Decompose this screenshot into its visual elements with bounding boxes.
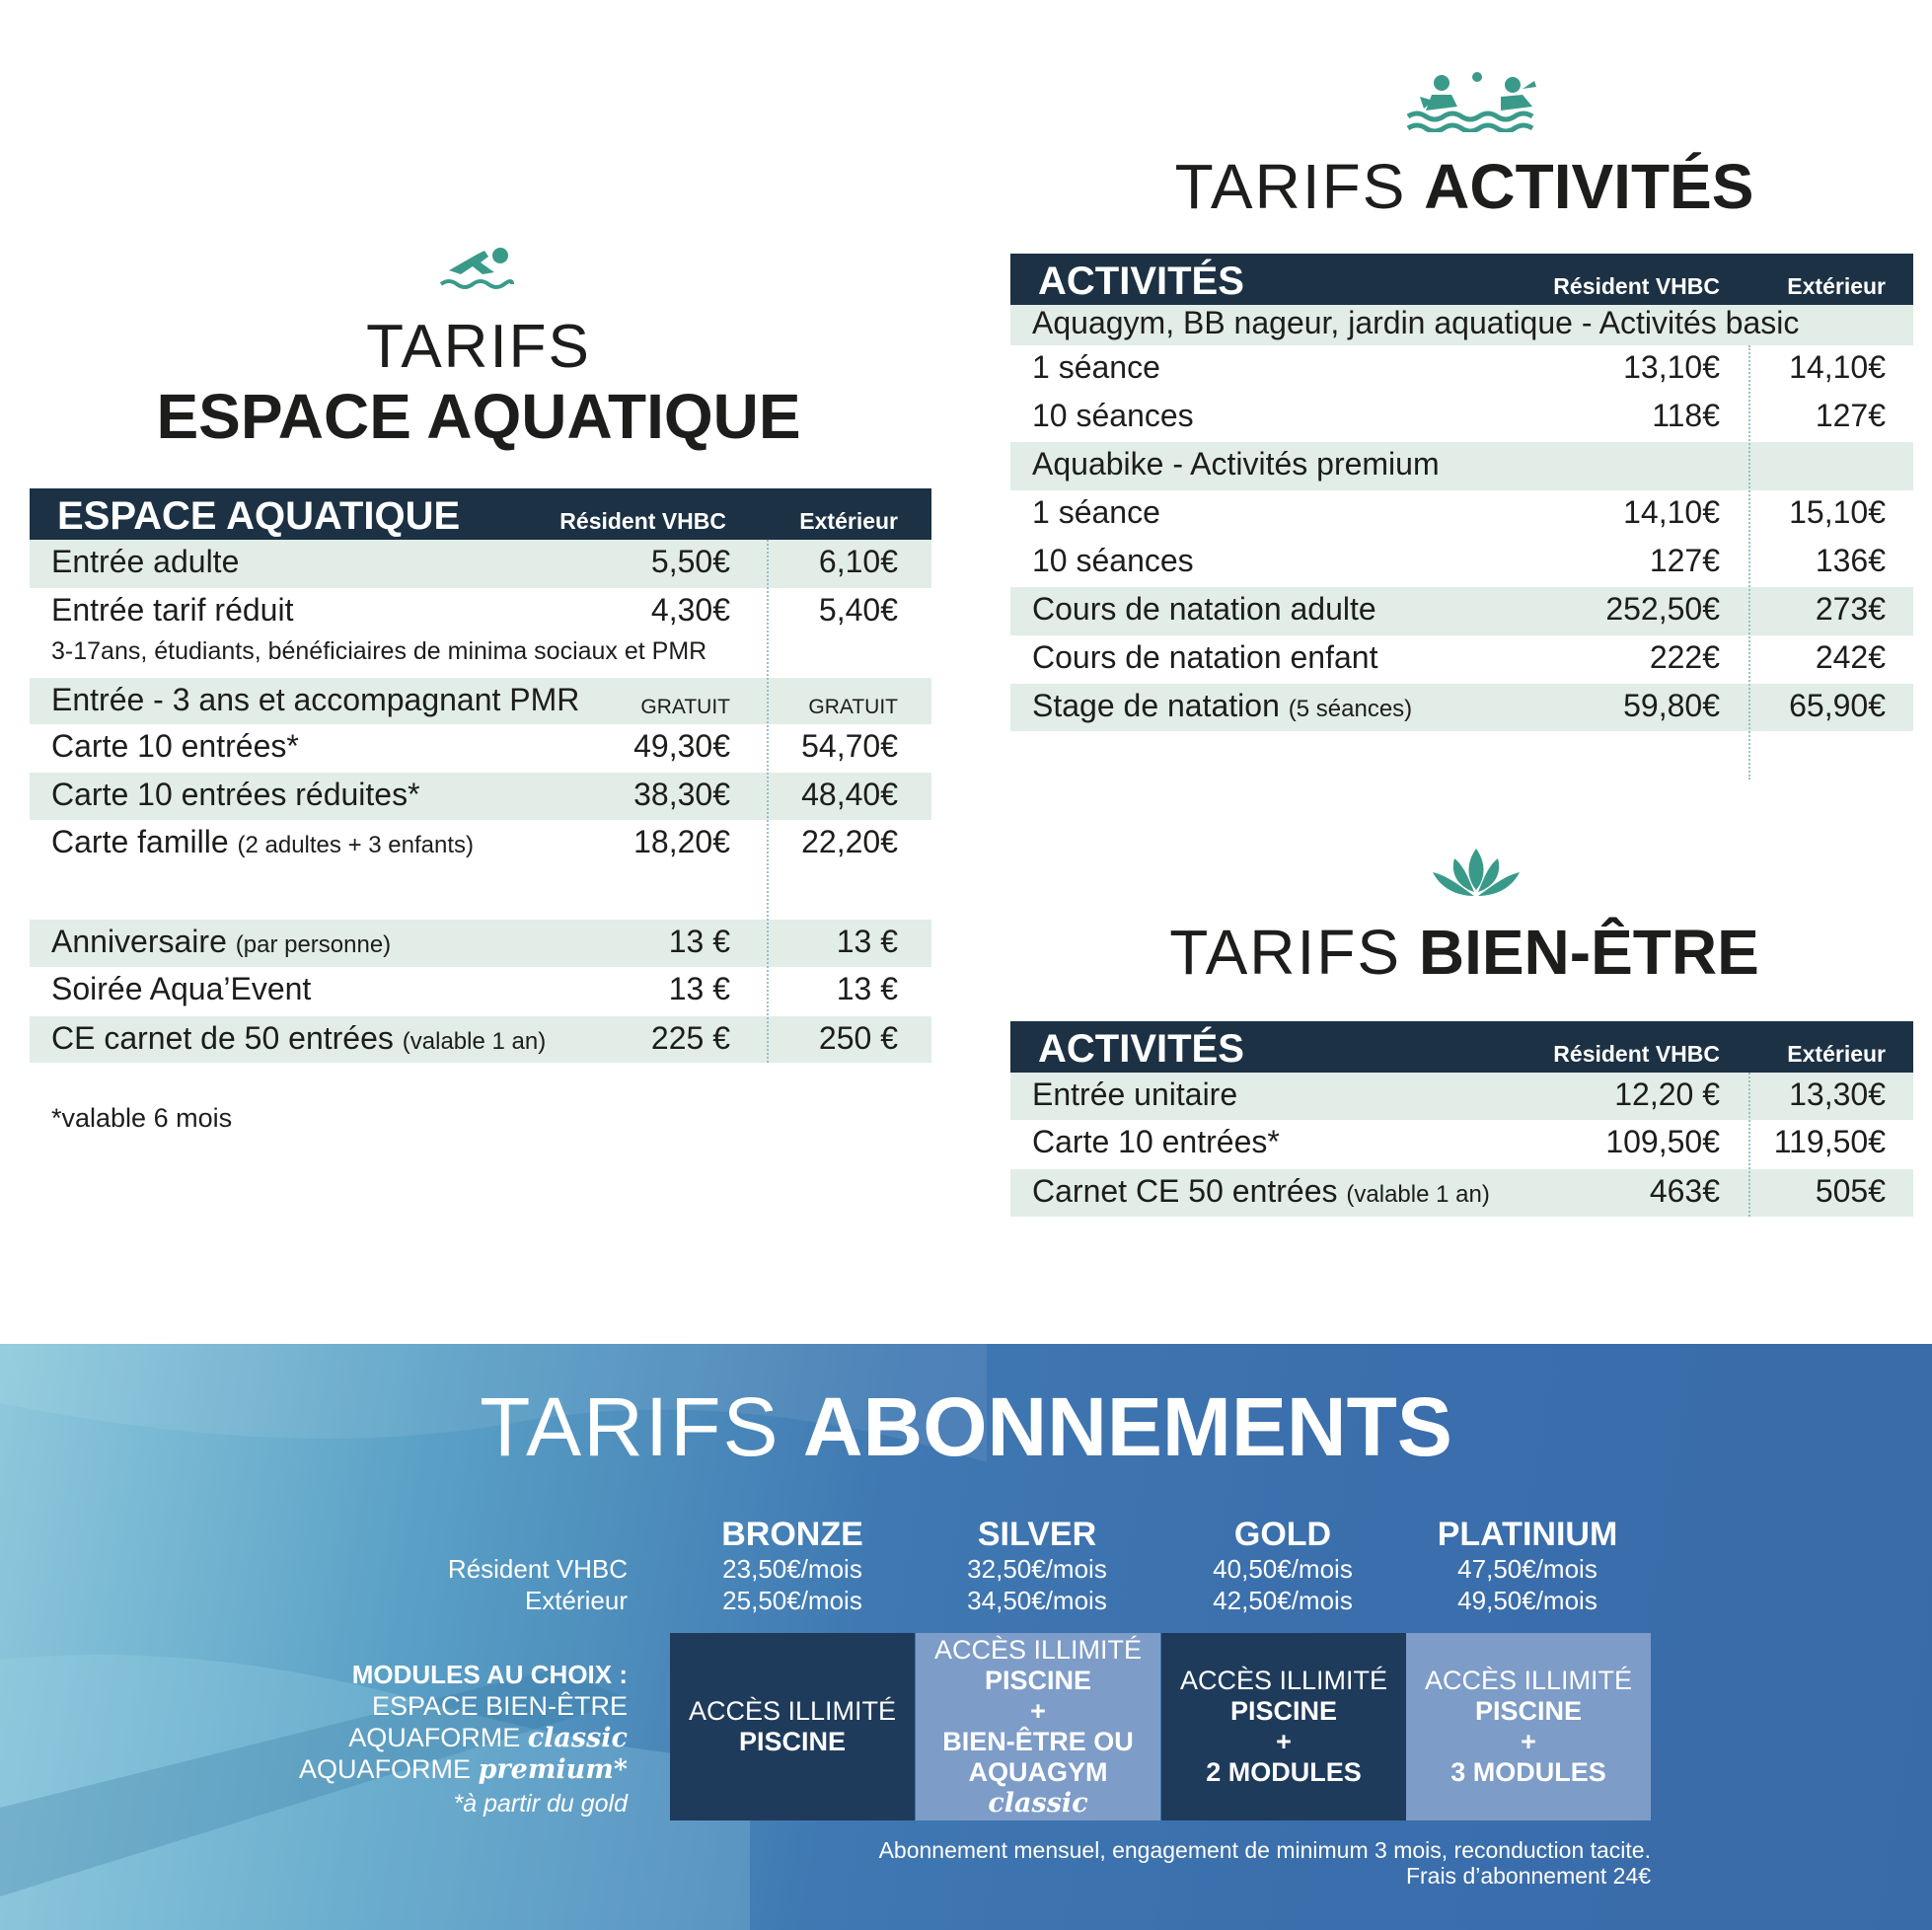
box-platinium: ACCÈS ILLIMITÉ PISCINE + 3 MODULES xyxy=(1406,1633,1651,1820)
title-thin: TARIFS xyxy=(1174,151,1407,222)
box-bronze: ACCÈS ILLIMITÉ PISCINE xyxy=(670,1633,915,1820)
abonnements-footer-1: Abonnement mensuel, engagement de minimum 3 mois, reconduction tacite. xyxy=(878,1837,1651,1863)
plan-silver-exterieur: 34,50€/mois xyxy=(967,1586,1107,1615)
modules-line-1: ESPACE BIEN-ÊTRE xyxy=(371,1691,628,1721)
row-exterieur: 250 € xyxy=(818,1020,898,1056)
title-thin: TARIFS xyxy=(1169,917,1402,988)
column-divider xyxy=(1748,1073,1750,1217)
table-row xyxy=(1010,442,1913,490)
header-col-exterieur: Extérieur xyxy=(1787,273,1886,299)
table-header xyxy=(1010,254,1913,305)
row-exterieur: GRATUIT xyxy=(808,696,898,718)
activites-table xyxy=(1010,254,1913,731)
row-resident: 109,50€ xyxy=(1605,1124,1720,1159)
row-exterieur: 15,10€ xyxy=(1789,494,1886,530)
header-col-resident: Résident VHBC xyxy=(1553,273,1720,299)
label-exterieur: Extérieur xyxy=(524,1586,628,1615)
row-resident: 49,30€ xyxy=(633,728,730,764)
label-resident: Résident VHBC xyxy=(447,1554,628,1584)
aquatique-table xyxy=(30,488,931,1063)
column-divider xyxy=(767,540,769,1063)
row-resident: 59,80€ xyxy=(1623,688,1720,723)
table-row xyxy=(1010,305,1913,345)
table-row xyxy=(1010,1120,1913,1169)
table-row xyxy=(1010,539,1913,587)
row-resident: 127€ xyxy=(1649,543,1720,578)
row-label: Entrée adulte xyxy=(51,544,240,579)
table-row xyxy=(1010,345,1913,394)
row-label: 10 séances xyxy=(1032,398,1194,433)
row-resident: 118€ xyxy=(1652,398,1720,433)
row-resident: 225 € xyxy=(650,1020,730,1056)
row-exterieur: 127€ xyxy=(1815,398,1886,433)
row-resident: 12,20 € xyxy=(1614,1076,1720,1112)
modules-note: *à partir du gold xyxy=(453,1790,628,1818)
activites-title xyxy=(1010,150,1918,223)
aquatique-footnote: *valable 6 mois xyxy=(51,1103,233,1133)
row-exterieur: 13 € xyxy=(836,971,898,1006)
row-exterieur: 54,70€ xyxy=(801,728,898,764)
table-row xyxy=(30,678,931,724)
plan-platinium-name: PLATINIUM xyxy=(1437,1516,1618,1553)
table-row xyxy=(1010,1169,1913,1217)
header-title: ESPACE AQUATIQUE xyxy=(57,494,461,538)
row-exterieur: 5,40€ xyxy=(818,592,898,628)
row-label: 1 séance xyxy=(1032,494,1160,530)
row-label: Anniversaire (par personne) xyxy=(51,924,392,959)
row-exterieur: 6,10€ xyxy=(818,544,898,579)
row-resident: 13 € xyxy=(668,924,730,959)
table-row xyxy=(1010,394,1913,442)
row-exterieur: 22,20€ xyxy=(801,824,898,859)
title-bold: ACTIVITÉS xyxy=(1424,151,1754,222)
row-label: 1 séance xyxy=(1032,349,1160,385)
box-silver: ACCÈS ILLIMITÉ PISCINE + BIEN-ÊTRE OU AQUAGYM classic xyxy=(916,1633,1160,1820)
table-row xyxy=(1010,490,1913,539)
header-col-exterieur: Extérieur xyxy=(1787,1041,1886,1067)
modules-line-2: AQUAFORME classic xyxy=(348,1723,628,1753)
row-label: Aquabike - Activités premium xyxy=(1032,446,1440,482)
row-resident: 5,50€ xyxy=(650,544,730,579)
row-exterieur: 136€ xyxy=(1815,543,1886,578)
row-label: 10 séances xyxy=(1032,543,1194,578)
row-label: Entrée unitaire xyxy=(1032,1076,1238,1112)
row-resident: 13,10€ xyxy=(1623,349,1720,385)
table-row xyxy=(30,773,931,820)
table-row xyxy=(1010,635,1913,684)
table-row xyxy=(30,724,931,773)
row-label: Carnet CE 50 entrées (valable 1 an) xyxy=(1032,1173,1490,1209)
title-bold: ABONNEMENTS xyxy=(802,1380,1452,1473)
modules-line-3: AQUAFORME premium* xyxy=(299,1754,628,1785)
row-label: CE carnet de 50 entrées (valable 1 an) xyxy=(51,1020,547,1056)
bienetre-title xyxy=(1010,916,1918,989)
header-col-resident: Résident VHBC xyxy=(1553,1041,1720,1067)
row-exterieur: 119,50€ xyxy=(1773,1124,1886,1159)
table-row xyxy=(30,1016,931,1063)
plan-bronze-resident: 23,50€/mois xyxy=(722,1554,862,1584)
table-header xyxy=(30,488,931,540)
table-row xyxy=(1010,1073,1913,1120)
table-row xyxy=(30,920,931,967)
row-resident: 14,10€ xyxy=(1623,494,1720,530)
row-label: Carte 10 entrées réduites* xyxy=(51,777,420,812)
aquatique-title-bold: ESPACE AQUATIQUE xyxy=(156,381,801,452)
swimmer-icon xyxy=(439,241,514,292)
plan-bronze-exterieur: 25,50€/mois xyxy=(722,1586,862,1615)
row-resident: 222€ xyxy=(1649,639,1720,675)
row-exterieur: 505€ xyxy=(1815,1173,1886,1209)
plan-silver-resident: 32,50€/mois xyxy=(967,1554,1107,1584)
plan-platinium-exterieur: 49,50€/mois xyxy=(1457,1586,1598,1615)
header-col-exterieur: Extérieur xyxy=(799,508,898,534)
table-header xyxy=(1010,1021,1913,1073)
box-gold: ACCÈS ILLIMITÉ PISCINE + 2 MODULES xyxy=(1161,1633,1406,1820)
row-label: Entrée tarif réduit xyxy=(51,592,294,628)
plan-gold-exterieur: 42,50€/mois xyxy=(1213,1586,1353,1615)
table-row xyxy=(1010,587,1913,635)
row-label: Cours de natation adulte xyxy=(1032,591,1376,627)
title-bold: BIEN-ÊTRE xyxy=(1418,917,1759,988)
plan-platinium-resident: 47,50€/mois xyxy=(1457,1554,1598,1584)
row-exterieur: 65,90€ xyxy=(1789,688,1886,723)
modules-heading: MODULES AU CHOIX : xyxy=(351,1660,628,1689)
row-label: Stage de natation (5 séances) xyxy=(1032,688,1413,723)
row-note: 3-17ans, étudiants, bénéficiaires de minima sociaux et PMR xyxy=(51,637,707,665)
water-play-icon xyxy=(1406,71,1546,132)
row-label: Carte famille (2 adultes + 3 enfants) xyxy=(51,824,474,859)
plan-bronze-name: BRONZE xyxy=(721,1516,863,1553)
table-row xyxy=(30,967,931,1016)
table-row xyxy=(30,820,931,920)
aquatique-title-thin: TARIFS xyxy=(366,313,591,381)
header-col-resident: Résident VHBC xyxy=(559,508,726,534)
row-exterieur: 48,40€ xyxy=(801,777,898,812)
table-row xyxy=(1010,684,1913,731)
header-title: ACTIVITÉS xyxy=(1038,1027,1244,1071)
row-resident: 4,30€ xyxy=(650,592,730,628)
row-label: Soirée Aqua’Event xyxy=(51,971,312,1006)
row-resident: 252,50€ xyxy=(1605,591,1720,627)
row-exterieur: 13,30€ xyxy=(1789,1076,1886,1112)
table-row xyxy=(30,588,931,678)
row-resident: GRATUIT xyxy=(640,696,730,718)
plan-gold-name: GOLD xyxy=(1233,1516,1332,1553)
row-exterieur: 13 € xyxy=(836,924,898,959)
row-resident: 38,30€ xyxy=(633,777,730,812)
table-row xyxy=(30,540,931,588)
abonnements-section xyxy=(0,1344,1932,1930)
row-exterieur: 273€ xyxy=(1815,591,1886,627)
abonnements-title xyxy=(0,1379,1932,1475)
row-label: Entrée - 3 ans et accompagnant PMR xyxy=(51,682,580,717)
row-exterieur: 14,10€ xyxy=(1789,349,1886,385)
header-title: ACTIVITÉS xyxy=(1038,260,1244,303)
abonnements-footer-2: Frais d’abonnement 24€ xyxy=(1405,1863,1651,1889)
row-label: Aquagym, BB nageur, jardin aquatique - Activités basic xyxy=(1032,305,1800,340)
column-divider xyxy=(1748,345,1750,779)
title-thin: TARIFS xyxy=(480,1380,780,1473)
row-resident: 13 € xyxy=(668,971,730,1006)
lotus-icon xyxy=(1427,845,1525,904)
row-resident: 18,20€ xyxy=(633,824,730,859)
row-label: Carte 10 entrées* xyxy=(51,728,299,764)
row-label: Carte 10 entrées* xyxy=(1032,1124,1280,1159)
row-exterieur: 242€ xyxy=(1815,639,1886,675)
plan-gold-resident: 40,50€/mois xyxy=(1213,1554,1353,1584)
bienetre-table xyxy=(1010,1021,1913,1217)
row-resident: 463€ xyxy=(1649,1173,1720,1209)
plan-silver-name: SILVER xyxy=(977,1516,1097,1553)
row-label: Cours de natation enfant xyxy=(1032,639,1378,675)
